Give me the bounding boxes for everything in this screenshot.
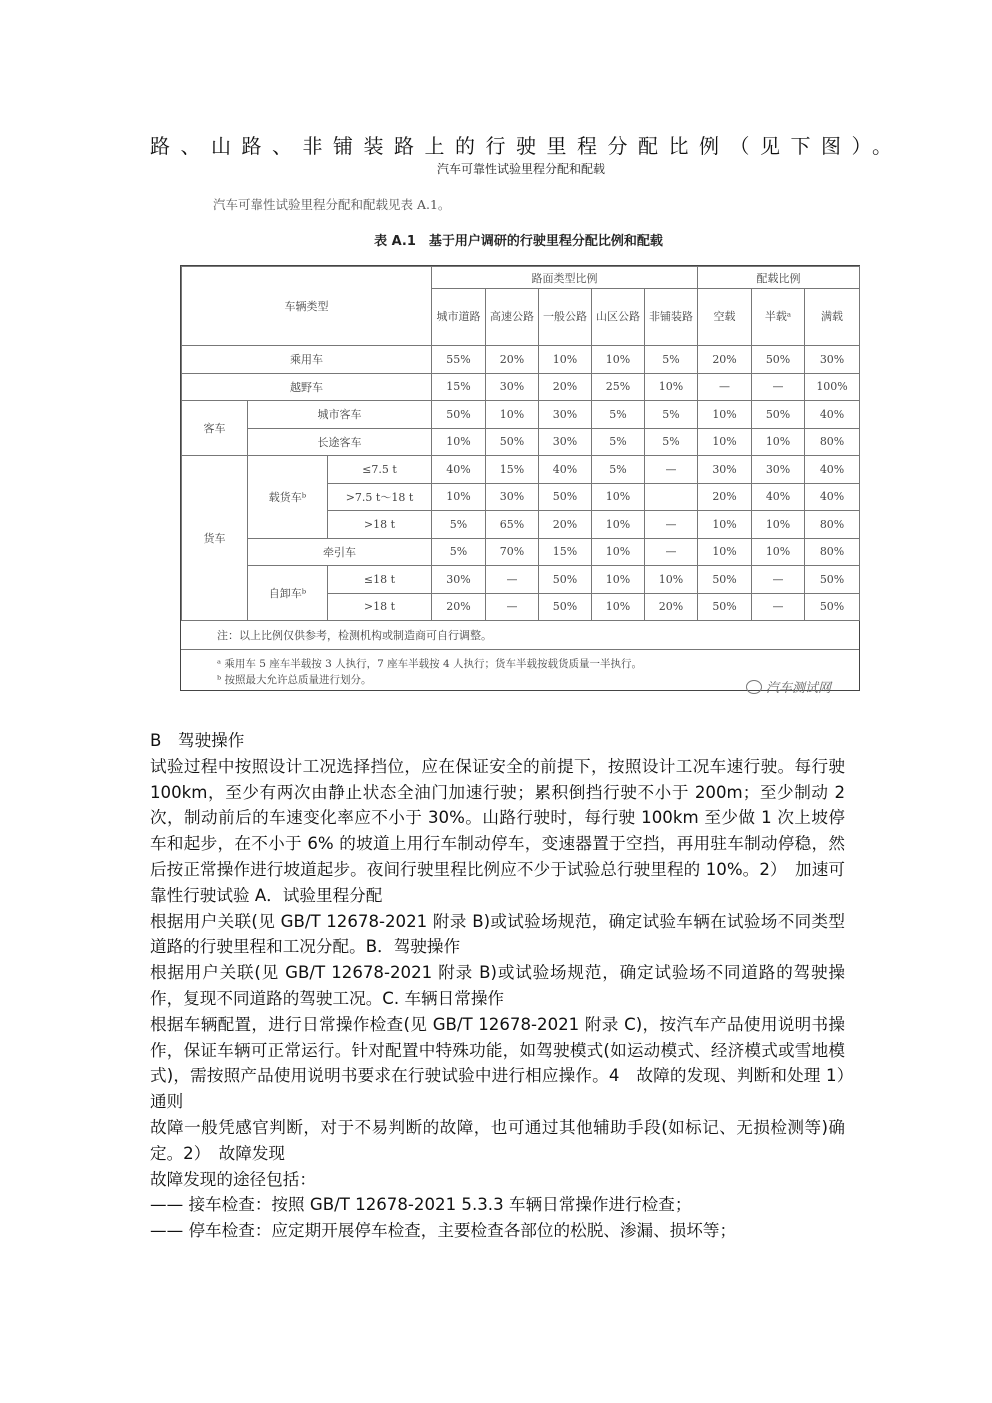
table-cell: 5% <box>432 511 486 539</box>
table-row <box>182 401 860 429</box>
table-cell: 30% <box>539 428 592 456</box>
figure-caption: 汽车可靠性试验里程分配和配载 <box>436 162 605 176</box>
table-cell: 15% <box>432 373 486 401</box>
header-general-road: 一般公路 <box>539 289 592 346</box>
table-cell: 50% <box>486 428 539 456</box>
table-cell: 100% <box>805 373 860 401</box>
table-cell: 20% <box>539 373 592 401</box>
row-label: ≤7.5 t <box>328 456 432 484</box>
table-cell: 55% <box>432 346 486 374</box>
row-label: 城市客车 <box>248 401 432 429</box>
table-cell: 10% <box>645 373 698 401</box>
table-cell: 15% <box>539 538 592 566</box>
table-cell: 20% <box>486 346 539 374</box>
table-cell: — <box>698 373 752 401</box>
table-cell: 50% <box>752 346 805 374</box>
row-label: 乘用车 <box>182 346 432 374</box>
mileage-table <box>181 266 860 621</box>
table-cell: 15% <box>486 456 539 484</box>
table-cell: 40% <box>805 456 860 484</box>
table-cell: 50% <box>698 593 752 621</box>
paragraph: 试验过程中按照设计工况选择挡位，应在保证安全的前提下，按照设计工况车速行驶。每行驶 100km，至少有两次由静止状态全油门加速行驶；累积倒挡行驶不小于 200m；至少制动 2 次，制动前后的车速变化率应不小于 30%。山路行驶时，每行驶 100km 至少做 1 次上坡停车和起步，在不小于 6% 的坡道上用行车制动停车，变速器置于空挡，再用驻车制动停稳，然后按正常操作进行坡道起步。夜间行驶里程比例应不少于试验总行驶里程的 10%。2） 加速可靠性行驶试验 A．试验里程分配 <box>150 756 845 905</box>
watermark <box>746 677 831 696</box>
table-cell: 5% <box>645 346 698 374</box>
table-cell: 10% <box>486 401 539 429</box>
table-cell: — <box>752 566 805 594</box>
table-cell: 70% <box>486 538 539 566</box>
row-label: >18 t <box>328 511 432 539</box>
row-label: 长途客车 <box>248 428 432 456</box>
table-cell: 10% <box>432 428 486 456</box>
header-half-load: 半载ᵃ <box>752 289 805 346</box>
watermark-text: 汽车测试网 <box>766 681 832 696</box>
table-cell: 5% <box>592 456 645 484</box>
group-label: 客车 <box>182 401 248 456</box>
table-cell: 50% <box>805 593 860 621</box>
table-title: 表 A.1 基于用户调研的行驶里程分配比例和配载 <box>374 234 663 249</box>
table-cell: 10% <box>592 566 645 594</box>
footnote-b: ᵇ 按照最大允许总质量进行划分。 <box>217 674 372 687</box>
table-cell: 5% <box>645 401 698 429</box>
table-cell: 25% <box>592 373 645 401</box>
table-cell: — <box>645 511 698 539</box>
table-cell: 10% <box>592 346 645 374</box>
table-cell: 10% <box>752 538 805 566</box>
table-cell: 30% <box>486 373 539 401</box>
table-cell: 40% <box>539 456 592 484</box>
subgroup-label: 载货车ᵇ <box>248 456 328 539</box>
table-cell: 40% <box>432 456 486 484</box>
header-unpaved-road: 非铺装路 <box>645 289 698 346</box>
paragraph: —— 接车检查：按照 GB/T 12678-2021 5.3.3 车辆日常操作进行检查； <box>150 1195 692 1215</box>
table-cell: 5% <box>592 428 645 456</box>
table-row <box>182 566 860 594</box>
wechat-icon <box>746 680 762 694</box>
table-cell: 50% <box>539 483 592 511</box>
table-cell: 50% <box>432 401 486 429</box>
table-cell: 40% <box>805 401 860 429</box>
table-cell: 50% <box>805 566 860 594</box>
table-cell: 50% <box>539 593 592 621</box>
table-cell: 20% <box>698 483 752 511</box>
table-cell: 20% <box>645 593 698 621</box>
table-cell: 40% <box>805 483 860 511</box>
table-cell: — <box>645 538 698 566</box>
table-cell <box>645 483 698 511</box>
table-cell: 80% <box>805 428 860 456</box>
table-cell: 20% <box>698 346 752 374</box>
row-label: ≤18 t <box>328 566 432 594</box>
header-city-road: 城市道路 <box>432 289 486 346</box>
row-label: >18 t <box>328 593 432 621</box>
table-cell: 10% <box>592 483 645 511</box>
paragraph: 故障一般凭感官判断，对于不易判断的故障，也可通过其他辅助手段(如标记、无损检测等)确定。2） 故障发现 <box>150 1117 845 1163</box>
table-cell: 30% <box>486 483 539 511</box>
header-mountain-road: 山区公路 <box>592 289 645 346</box>
table-cell: 10% <box>539 346 592 374</box>
table-cell: — <box>486 566 539 594</box>
paragraph: 根据用户关联(见 GB/T 12678-2021 附录 B)或试验场规范，确定试验场不同道路的驾驶操作，复现不同道路的驾驶工况。C. 车辆日常操作 <box>150 963 845 1008</box>
mileage-table-image <box>180 265 860 691</box>
table-cell: 10% <box>592 511 645 539</box>
table-note: 注：以上比例仅供参考，检测机构或制造商可自行调整。 <box>181 621 859 650</box>
table-row <box>182 456 860 484</box>
body-text <box>150 728 862 1244</box>
row-label: >7.5 t～18 t <box>328 483 432 511</box>
table-cell: 30% <box>539 401 592 429</box>
table-cell: 30% <box>698 456 752 484</box>
table-row <box>182 346 860 374</box>
table-cell: — <box>752 593 805 621</box>
table-cell: 5% <box>432 538 486 566</box>
header-highway: 高速公路 <box>486 289 539 346</box>
scan-intro-text: 汽车可靠性试验里程分配和配载见表 A.1。 <box>213 197 451 212</box>
table-cell: 10% <box>752 511 805 539</box>
subgroup-label: 自卸车ᵇ <box>248 566 328 621</box>
header-road-ratio: 路面类型比例 <box>432 267 698 289</box>
table-row <box>182 538 860 566</box>
table-cell: 30% <box>752 456 805 484</box>
table-cell: 10% <box>698 511 752 539</box>
header-empty-load: 空载 <box>698 289 752 346</box>
table-cell: 10% <box>645 566 698 594</box>
paragraph: 根据用户关联(见 GB/T 12678-2021 附录 B)或试验场规范，确定试验车辆在试验场不同类型道路的行驶里程和工况分配。B．驾驶操作 <box>150 911 845 957</box>
table-cell: 10% <box>698 538 752 566</box>
table-cell: 40% <box>752 483 805 511</box>
table-cell: 10% <box>592 593 645 621</box>
header-load-ratio: 配载比例 <box>698 267 860 289</box>
table-cell: 10% <box>698 428 752 456</box>
table-cell: 10% <box>432 483 486 511</box>
table-cell: 10% <box>752 428 805 456</box>
table-cell: 80% <box>805 511 860 539</box>
group-label: 货车 <box>182 456 248 621</box>
row-label: 牵引车 <box>248 538 432 566</box>
table-cell: 30% <box>432 566 486 594</box>
paragraph: 故障发现的途径包括： <box>150 1169 316 1189</box>
table-row <box>182 373 860 401</box>
table-cell: 5% <box>592 401 645 429</box>
table-cell: 10% <box>698 401 752 429</box>
table-cell: 30% <box>805 346 860 374</box>
table-cell: 10% <box>592 538 645 566</box>
table-cell: — <box>645 456 698 484</box>
header-full-load: 满载 <box>805 289 860 346</box>
table-cell: — <box>752 373 805 401</box>
table-cell: 5% <box>645 428 698 456</box>
paragraph: B 驾驶操作 <box>150 731 245 750</box>
paragraph: 根据车辆配置，进行日常操作检查(见 GB/T 12678-2021 附录 C)，按汽车产品使用说明书操作，保证车辆可正常运行。针对配置中特殊功能，如驾驶模式(如运动模式、经济模式或雪地模式)，需按照产品使用说明书要求在行驶试验中进行相应操作。4 故障的发现、判断和处理 1） 通则 <box>150 1014 862 1112</box>
heading-line: 路、山路、非铺装路上的行驶里程分配比例（见下图）。 <box>150 134 903 158</box>
table-cell: 20% <box>539 511 592 539</box>
paragraph: —— 停车检查：应定期开展停车检查，主要检查各部位的松脱、渗漏、损坏等； <box>150 1221 737 1241</box>
table-cell: — <box>486 593 539 621</box>
table-row <box>182 428 860 456</box>
row-label: 越野车 <box>182 373 432 401</box>
table-cell: 50% <box>698 566 752 594</box>
table-cell: 80% <box>805 538 860 566</box>
table-cell: 50% <box>539 566 592 594</box>
table-cell: 65% <box>486 511 539 539</box>
footnote-a: ᵃ 乘用车 5 座车半载按 3 人执行，7 座车半载按 4 人执行；货车半载按载货质量一半执行。 <box>217 658 642 670</box>
table-cell: 50% <box>752 401 805 429</box>
header-vehicle-type: 车辆类型 <box>182 267 432 346</box>
table-cell: 20% <box>432 593 486 621</box>
